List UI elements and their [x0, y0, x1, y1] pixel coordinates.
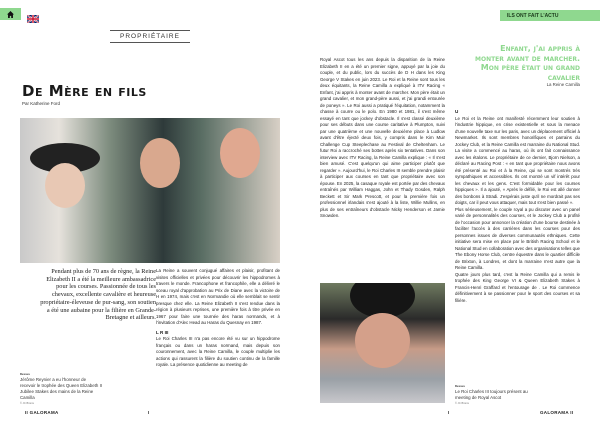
paragraph: Royal Ascot tous les ans depuis la disparition de la Reine Elizabeth II en a été un premier signe, appuyé par la joie du couple, et du public, lors du succès de D H dans les King George V Stakes en juin 2023. Le Roi et la Reine sont tous les deux équitants, la Reine Camilla a expliqué à ITV Racing « Enfant, j'ai appris à monter avant de marcher. Mon père était un grand cavalier, et mon grand-père aussi, et j'ai grandi entourée de poneys ». Le Roi aussi a pratiqué l'équitation, notamment la chasse à courre ou le polo. En 1980 et 1981, il s'est même essayé en tant que jockey d'obstacle. Il s'est classé deuxième pour ses débuts dans une course caritative à Plumpton, suivi par une quatrième et une nouvelle deuxième place à Ludlow avant d'être éjecté deux fois, y compris dans le Kim Muir Challenge Cup Steeplechase au Festival de Cheltenham. Le futur Roi a raccroché ses bottes après six tentatives. Dans son interview avec ITV Racing, la Reine Camilla explique : « Il s'est bien amusé. C'est quelqu'un qui aime participer plutôt que regarder ». Aujourd'hui, le Roi Charles III semble prendre plaisir à participer aux courses en tant que propriétaire avec son épouse. En 2025, la casaque royale est portée par des chevaux entraînés par William Haggas, John et Thady Gosden, Ralph Beckett et Sir Mark Prescott, et pour la première fois un professionnel irlandais s'est ajouté à la liste, Willie Mullins, en plus de ses entraîneurs d'obstacle Nicky Henderson et Jamie Snowden. [320, 57, 445, 218]
subheading: L R III [156, 329, 169, 335]
subheading: U [455, 109, 459, 114]
footer-magazine: II GALORAMA [25, 410, 59, 415]
photo-credit: © JC Briens [455, 402, 469, 405]
lead-paragraph [40, 268, 156, 322]
paragraph: Plus sérieusement, le couple royal a pu discuter avec un panel varié de personnalités des courses, et le Jockey Club a profité de l'occasion pour annoncer la création d'une bourse destinée à faciliter l'accès à des carrières dans les courses pour des personnes issues de diverses communautés ethniques. Cette initiative sera mise en place par le British Racing School et le National Stud en collaboration avec des organisations telles que The Ebony Horse Club, centre équestre dans le quartier difficile de Brixton, à Londres, et dont la marraine n'est autre que la Reine Camilla. [455, 206, 580, 270]
photo-king-charles [320, 283, 445, 403]
caption-label: Dessus [455, 384, 465, 388]
right-column-1 [320, 57, 445, 220]
photo-queen-camilla-trophy [20, 118, 280, 263]
paragraph: La Reine a souvent conjugué affaires et plaisir, profitant de visites officielles et privées pour découvrir les hippodromes à travers le monde. Francophone et francophile, elle a délivré le sceau royal d'approbation au Prix de Diane avec la victoire de H en 1974, mais c'est en Normandie où elle semblait se sentir presque chez elle. La Reine Elizabeth II s'est rendue dans la région à plusieurs reprises, une première fois à titre privée en 1967 pour faire une tournée des haras normands, et à l'invitation d'Alec Head au Haras du Quesnay en 1987. [156, 268, 280, 325]
byline: Par Katherine Ford [22, 101, 61, 106]
caption-label: Dessus [20, 372, 30, 376]
home-button[interactable] [0, 8, 21, 20]
footer-page-number: I [448, 410, 450, 415]
photo-caption [455, 383, 540, 407]
left-column [156, 268, 280, 369]
uk-flag-icon[interactable] [27, 10, 39, 18]
photo-caption [20, 371, 102, 407]
quote-author: La Reine Camilla [546, 82, 580, 87]
paragraph: Le Roi Charles III n'a pas encore été vu sur un hippodrome français ou dans un haras normand, mais depuis son couronnement, avec la Reine Camilla, le couple multiplie les actions qui rassurent la filière du soutien continu de la famille royale. La présence quotidienne au meeting de [156, 336, 280, 367]
lead-text: Pendant plus de 70 ans de règne, la Reine Elizabeth II a été la meilleure ambassadrice pour les courses. Passionnée de tous les chevaux, excellente cavalière et heureuse propriétaire-éleveuse de pur-sang, son soutien a été une aubaine pour la filière en Grande-Bretagne et ailleurs. [40, 268, 156, 322]
section-rubric: PROPRIÉTAIRE [110, 30, 190, 43]
section-header: ILS ONT FAIT L'ACTU [500, 10, 600, 21]
home-icon [7, 11, 14, 18]
caption-text: Jérôme Reynier a eu l'honneur de recevoir le trophée des Queen Elizabeth II Jubilee Stakes des mains de la Reine Camilla [20, 377, 103, 400]
article-title: De Mère en fils [22, 82, 147, 100]
paragraph: Quatre jours plus tard, c'est la Reine Camilla qui a remis le trophée des King George VI & Queen Elizabeth Stakes à Francis-Henri Graffard et l'entourage de . Le Roi commence définitivement à se passionner pour le sport des courses et sa filière. [455, 271, 580, 303]
photo-credit: © JC Briens [20, 402, 34, 405]
pull-quote: Enfant, j'ai appris à monter avant de marcher. Mon père était un grand cavalier [475, 44, 580, 82]
footer-page-number: I [148, 410, 150, 415]
footer-magazine: GALORAMA II [540, 410, 574, 415]
caption-text: Le Roi Charles III toujours présent au meeting de Royal Ascot [455, 389, 528, 400]
right-column-2 [455, 106, 580, 304]
paragraph: Le Roi et la Reine ont manifesté récemment leur soutien à l'industrie hippique, en crise existentielle et sous la menace d'une nouvelle taxe sur les paris, avec un déplacement officiel à Newmarket. Ils sont membres honorifiques et parrains du Jockey Club, et la Reine Camilla est marraine du National Stud. La visite a commencé au haras, où ils ont fait connaissance avec les étalons. Le propriétaire de ce dernier, Bjorn Nielson, a déclaré au Racing Post : « en tant que propriétaire nous avons été présenté au Roi et à la Reine, qui se sont montrés très sympathiques et accessibles. Ils ont montré un vif intérêt pour les chevaux et les gens. C'est formidable pour les courses hippiques ». Il a ajouté, « Après le défilé, le Roi est allé donner des bonbons à Stradi. J'espérais juste qu'il ne mordrait pas ses doigts, car il peut vous attaquer, mais tout s'est bien passé ». [455, 115, 580, 205]
